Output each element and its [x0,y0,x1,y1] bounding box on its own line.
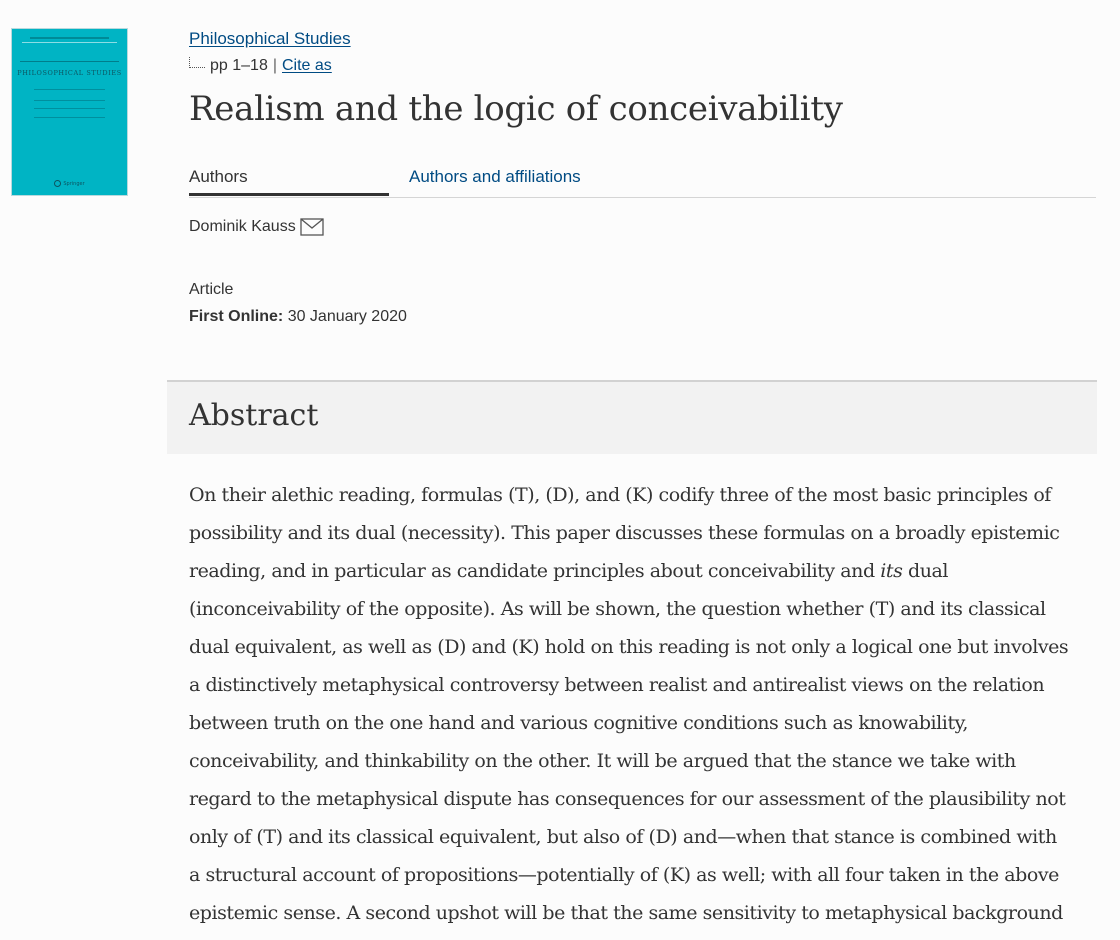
cover-rule [20,61,119,62]
abstract-line: a structural account of propositions—potentially of (K) as well; with all four taken in the above [189,864,1059,886]
first-online [189,308,407,326]
abstract-line: regard to the metaphysical dispute has consequences for our assessment of the plausibility not [189,788,1066,810]
author-tabs [189,163,1096,198]
abstract-line: On their alethic reading, formulas (T), (D), and (K) codify three of the most basic principles of [189,484,1051,506]
abstract-body [189,476,1099,932]
abstract-line: conceivability, and thinkability on the other. It will be argued that the stance we take with [189,750,1016,772]
journal-link[interactable]: Philosophical Studies [189,29,351,48]
tree-connector-icon [189,57,205,68]
author-list [189,218,324,241]
abstract-text: reading, and in particular as candidate principles about conceivability and [189,560,881,582]
author-name[interactable]: Dominik Kauss [189,218,296,235]
article-title: Realism and the logic of conceivability [189,89,843,129]
mail-icon[interactable] [300,218,324,241]
pages-row [189,55,332,77]
tab-authors[interactable]: Authors [189,167,389,196]
article-type: Article [189,281,234,298]
abstract-line: a distinctively metaphysical controversy between realist and antirealist views on the relation [189,674,1045,696]
abstract-header [167,380,1097,454]
first-online-label: First Online: [189,308,284,325]
cover-decor-line [22,42,117,43]
abstract-line: possibility and its dual (necessity). This paper discusses these formulas on a broadly epistemic [189,522,1060,544]
cover-publisher-logo: Springer [12,180,127,187]
abstract-emphasis: its [880,560,903,582]
abstract-line: dual equivalent, as well as (D) and (K) hold on this reading is not only a logical one but involves [189,636,1069,658]
cover-decor-line [30,37,109,39]
cover-editor-block [34,108,105,118]
journal-cover-image[interactable] [11,28,128,196]
abstract-line: between truth on the one hand and various cognitive conditions such as knowability, [189,712,968,734]
first-online-date: 30 January 2020 [287,308,407,325]
cover-subtitle-block [34,89,105,101]
abstract-line: only of (T) and its classical equivalent, but also of (D) and—when that stance is combined with [189,826,1057,848]
tab-authors-and-affiliations[interactable]: Authors and affiliations [409,167,581,186]
abstract-heading: Abstract [189,398,319,433]
separator: | [272,57,277,74]
abstract-line: epistemic sense. A second upshot will be that the same sensitivity to metaphysical background [189,902,1063,924]
abstract-text: dual [902,560,948,582]
page-range: pp 1–18 [210,57,268,74]
cover-title: PHILOSOPHICAL STUDIES [17,69,122,77]
abstract-line: (inconceivability of the opposite). As will be shown, the question whether (T) and its classical [189,598,1046,620]
cite-as-link[interactable]: Cite as [282,57,332,74]
abstract-line [189,552,1099,590]
